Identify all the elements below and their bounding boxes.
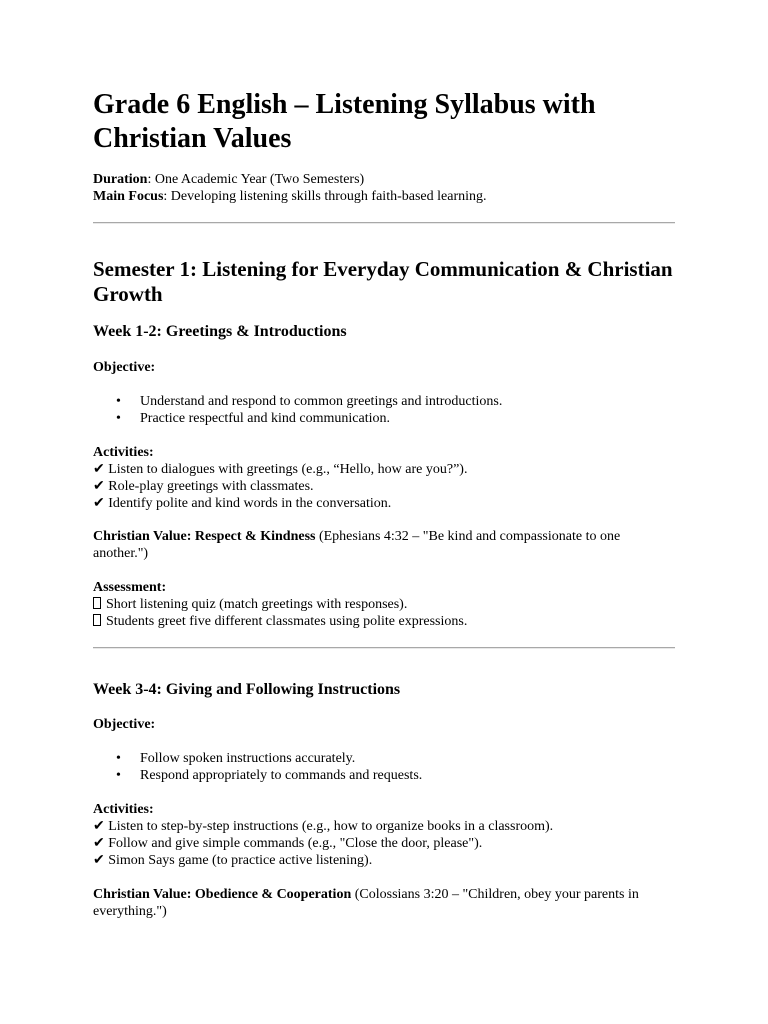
divider: [93, 647, 675, 649]
assessment-label: Assessment:: [93, 580, 167, 595]
week-1-2-christian-value: [93, 528, 663, 562]
week-1-2-heading: Week 1-2: Greetings & Introductions: [93, 323, 347, 340]
main-focus-value: : Developing listening skills through faith-based learning.: [163, 189, 487, 204]
list-item: ✔ Identify polite and kind words in the conversation.: [93, 496, 392, 511]
checkbox-glyph-icon: [93, 614, 101, 626]
activities-label: Activities:: [93, 445, 154, 460]
week-3-4-objectives-list: [93, 750, 673, 784]
duration-value: : One Academic Year (Two Semesters): [147, 172, 365, 187]
week-1-2-activities: [93, 444, 673, 512]
list-item: • Practice respectful and kind communication.: [93, 410, 673, 427]
duration-line: [93, 171, 673, 188]
list-item: • Understand and respond to common greetings and introductions.: [93, 393, 673, 410]
checkbox-glyph-icon: [93, 597, 101, 609]
main-focus-line: [93, 188, 673, 205]
list-item: • Respond appropriately to commands and requests.: [93, 767, 673, 784]
duration-label: Duration: [93, 172, 148, 187]
list-item: [93, 613, 673, 630]
semester-1-heading: Semester 1: Listening for Everyday Communication & Christian Growth: [93, 257, 673, 306]
assessment-text: Short listening quiz (match greetings with responses).: [106, 597, 408, 612]
list-item: [93, 596, 673, 613]
christian-value-label: Christian Value: Obedience & Cooperation: [93, 887, 352, 902]
list-item: ✔ Listen to dialogues with greetings (e.g., “Hello, how are you?”).: [93, 462, 468, 477]
list-item: ✔ Listen to step-by-step instructions (e.g., how to organize books in a classroom).: [93, 819, 554, 834]
week-3-4-objective-label: Objective:: [93, 717, 156, 732]
syllabus-meta: [93, 171, 673, 205]
activities-label: Activities:: [93, 802, 154, 817]
assessment-text: Students greet five different classmates using polite expressions.: [106, 614, 468, 629]
divider: [93, 222, 675, 224]
christian-value-label: Christian Value: Respect & Kindness: [93, 529, 316, 544]
week-3-4-heading: Week 3-4: Giving and Following Instructions: [93, 681, 401, 698]
week-1-2-assessment: [93, 579, 673, 630]
christian-value-text: (Ephesians 4:32 – "Be kind and compassionate to one another."): [93, 529, 621, 561]
list-item: ✔ Role-play greetings with classmates.: [93, 479, 314, 494]
week-1-2-objective-label: Objective:: [93, 360, 156, 375]
page-title: Grade 6 English – Listening Syllabus with Christian Values: [93, 89, 596, 154]
christian-value-text: (Colossians 3:20 – "Children, obey your parents in everything."): [93, 887, 639, 919]
list-item: ✔ Follow and give simple commands (e.g., "Close the door, please").: [93, 836, 483, 851]
week-3-4-christian-value: [93, 886, 663, 920]
week-3-4-activities: [93, 801, 673, 869]
week-1-2-objectives-list: [93, 393, 673, 427]
list-item: ✔ Simon Says game (to practice active listening).: [93, 853, 373, 868]
main-focus-label: Main Focus: [93, 189, 164, 204]
list-item: • Follow spoken instructions accurately.: [93, 750, 673, 767]
